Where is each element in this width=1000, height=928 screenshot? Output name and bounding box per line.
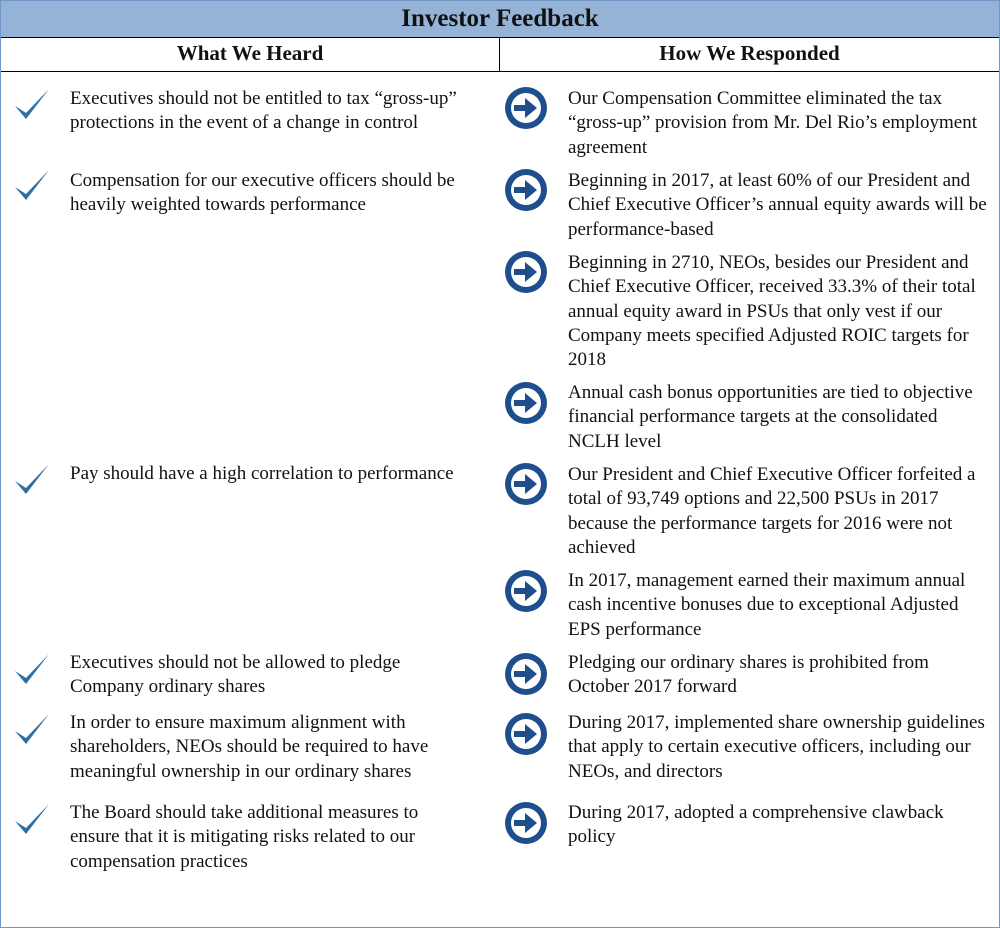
- arrow-right-circle-icon: [505, 251, 547, 293]
- arrow-right-circle-icon: [505, 382, 547, 424]
- column-header-what-we-heard: What We Heard: [1, 38, 500, 71]
- arrow-right-circle-icon: [505, 570, 547, 612]
- concern-text: In order to ensure maximum alignment with shareholders, NEOs should be required to have meaningful ownership in our ordinary shares: [70, 712, 429, 782]
- checkmark-icon: [12, 166, 52, 206]
- response-text: In 2017, management earned their maximum annual cash incentive bonuses due to exceptional Adjusted EPS performance: [568, 570, 966, 640]
- concern-text: Compensation for our executive officers should be heavily weighted towards performance: [70, 170, 455, 216]
- checkmark-icon: [12, 85, 52, 125]
- response-text: Our Compensation Committee eliminated the tax “gross-up” provision from Mr. Del Rio’s employment agreement: [568, 88, 977, 158]
- checkmark-icon: [12, 650, 52, 690]
- column-header-row: [1, 38, 999, 72]
- checkmark-icon: [12, 710, 52, 750]
- response-text: During 2017, implemented share ownership guidelines that apply to certain executive officers, including our NEOs, and directors: [568, 712, 985, 782]
- response-text: Beginning in 2710, NEOs, besides our President and Chief Executive Officer, received 33.3% of their total annual equity award in PSUs that only vest if our Company meets specified Adjusted ROIC targets for 2018: [568, 252, 976, 371]
- response-text: Our President and Chief Executive Officer forfeited a total of 93,749 options and 22,500 PSUs in 2017 because the performance targets for 2016 were not achieved: [568, 464, 976, 558]
- arrow-right-circle-icon: [505, 87, 547, 129]
- concern-text: Executives should not be entitled to tax “gross-up” protections in the event of a change in control: [70, 88, 457, 134]
- concern-text: The Board should take additional measures to ensure that it is mitigating risks related to our compensation practices: [70, 802, 419, 872]
- response-text: During 2017, adopted a comprehensive clawback policy: [568, 802, 944, 848]
- arrow-right-circle-icon: [505, 713, 547, 755]
- column-header-how-we-responded: How We Responded: [659, 41, 840, 65]
- checkmark-icon: [12, 460, 52, 500]
- response-text: Annual cash bonus opportunities are tied to objective financial performance targets at the consolidated NCLH level: [568, 382, 973, 452]
- table-title: Investor Feedback: [1, 1, 999, 38]
- checkmark-icon: [12, 800, 52, 840]
- arrow-right-circle-icon: [505, 653, 547, 695]
- arrow-right-circle-icon: [505, 169, 547, 211]
- concern-text: Executives should not be allowed to pledge Company ordinary shares: [70, 652, 401, 698]
- arrow-right-circle-icon: [505, 802, 547, 844]
- arrow-right-circle-icon: [505, 463, 547, 505]
- response-text: Beginning in 2017, at least 60% of our President and Chief Executive Officer’s annual equity awards will be performance-based: [568, 170, 987, 240]
- response-text: Pledging our ordinary shares is prohibited from October 2017 forward: [568, 652, 929, 698]
- concern-text: Pay should have a high correlation to performance: [70, 463, 454, 484]
